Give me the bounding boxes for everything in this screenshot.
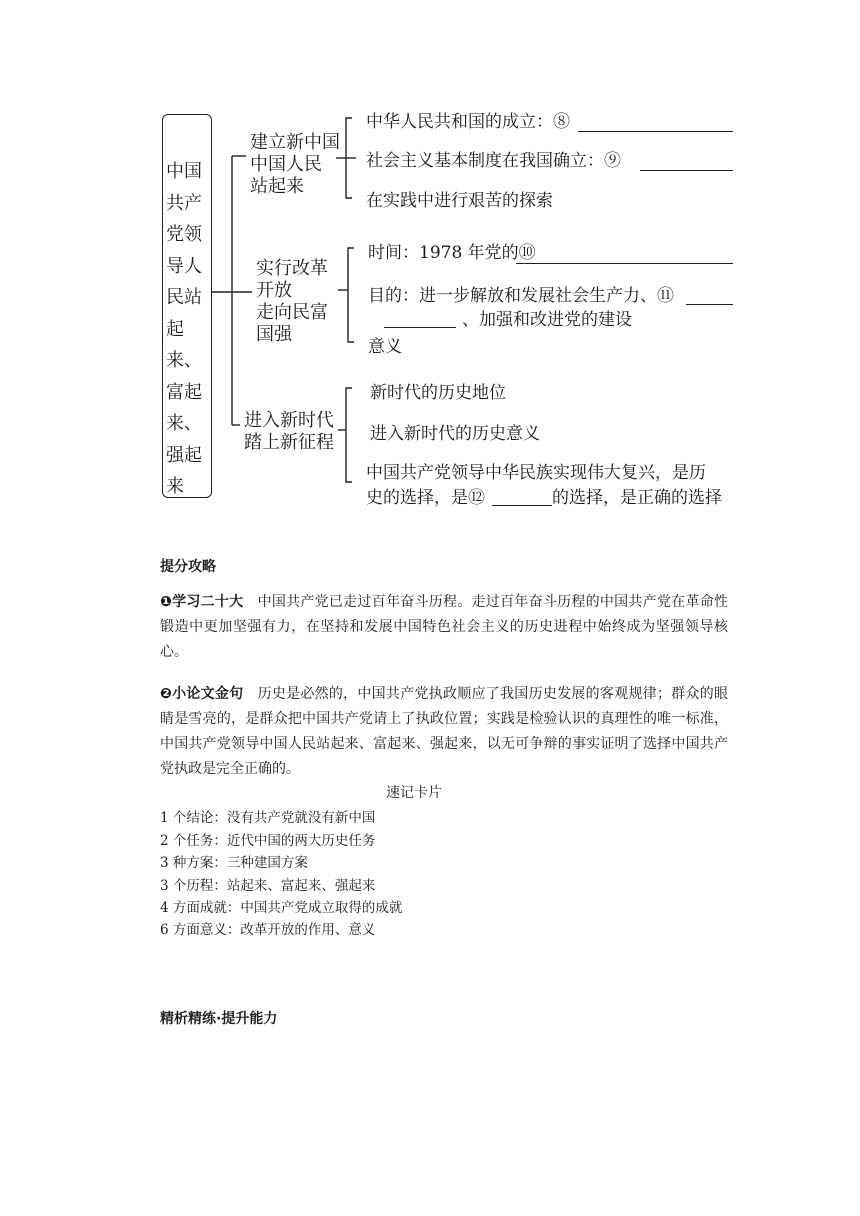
leaf-socialist-system: 社会主义基本制度在我国确立：⑨ (366, 151, 621, 171)
tip-1-lead: ❶学习二十大 (160, 594, 244, 610)
branch-title-new-era: 进入新时代 踏上新征程 (244, 410, 334, 453)
leaf-rejuvenation-line2: 史的选择，是⑫ (366, 488, 485, 508)
blank-10[interactable] (516, 263, 733, 264)
leaf-reform-significance: 意义 (368, 337, 402, 357)
leaf-era-significance: 进入新时代的历史意义 (370, 424, 540, 444)
blank-8[interactable] (578, 131, 733, 132)
leaf-prc-founding: 中华人民共和国的成立：⑧ (366, 112, 570, 132)
card-item: 4 方面成就：中国共产党成立取得的成就 (160, 900, 403, 916)
tips-heading: 提分攻略 (160, 559, 216, 575)
root-label: 中国 共产 党领 导人 民站 起来、 富起 来、 强起 来 (166, 161, 202, 497)
blank-12[interactable] (492, 505, 552, 506)
tip-paragraph-1 (160, 590, 728, 665)
branch-title-new-china: 建立新中国 中国人民 站起来 (250, 132, 340, 197)
leaf-reform-time: 时间：1978 年党的⑩ (368, 243, 536, 263)
tip-1-text: 中国共产党已走过百年奋斗历程。走过百年奋斗历程的中国共产党在革命性锻造中更加坚强有力，在坚持和发展中国特色社会主义的历史进程中始终成为坚强领导核心。 (160, 594, 728, 660)
leaf-exploration: 在实践中进行艰苦的探索 (366, 191, 553, 211)
card-item: 1 个结论：没有共产党就没有新中国 (160, 810, 376, 826)
tip-2-lead: ❷小论文金句 (160, 686, 244, 702)
leaf-reform-purpose: 目的：进一步解放和发展社会生产力、⑪ (368, 286, 674, 306)
section-heading: 精析精练·提升能力 (160, 1011, 278, 1027)
blank-11a[interactable] (686, 304, 733, 305)
card-item: 3 个历程：站起来、富起来、强起来 (160, 878, 376, 894)
card-item: 2 个任务：近代中国的两大历史任务 (160, 833, 376, 849)
blank-9[interactable] (640, 170, 733, 171)
leaf-rejuvenation-line2-end: 的选择，是正确的选择 (552, 488, 722, 508)
card-item: 6 方面意义：改革开放的作用、意义 (160, 922, 376, 938)
card-item: 3 种方案：三种建国方案 (160, 855, 308, 871)
tip-2-text: 历史是必然的，中国共产党执政顺应了我国历史发展的客观规律；群众的眼睛是雪亮的，是群众把中国共产党请上了执政位置；实践是检验认识的真理性的唯一标准，中国共产党领导中国人民站起来、富起来、强起来，以无可争辩的事实证明了选择中国共产党执政是完全正确的。 (160, 686, 728, 777)
leaf-reform-purpose-cont: 、加强和改进党的建设 (462, 310, 632, 330)
leaf-era-position: 新时代的历史地位 (370, 383, 506, 403)
card-title: 速记卡片 (386, 785, 442, 801)
blank-11b[interactable] (384, 327, 456, 328)
leaf-rejuvenation-line1: 中国共产党领导中华民族实现伟大复兴，是历 (366, 463, 706, 483)
branch-title-reform: 实行改革 开放 走向民富 国强 (256, 258, 328, 345)
tip-paragraph-2 (160, 682, 728, 782)
